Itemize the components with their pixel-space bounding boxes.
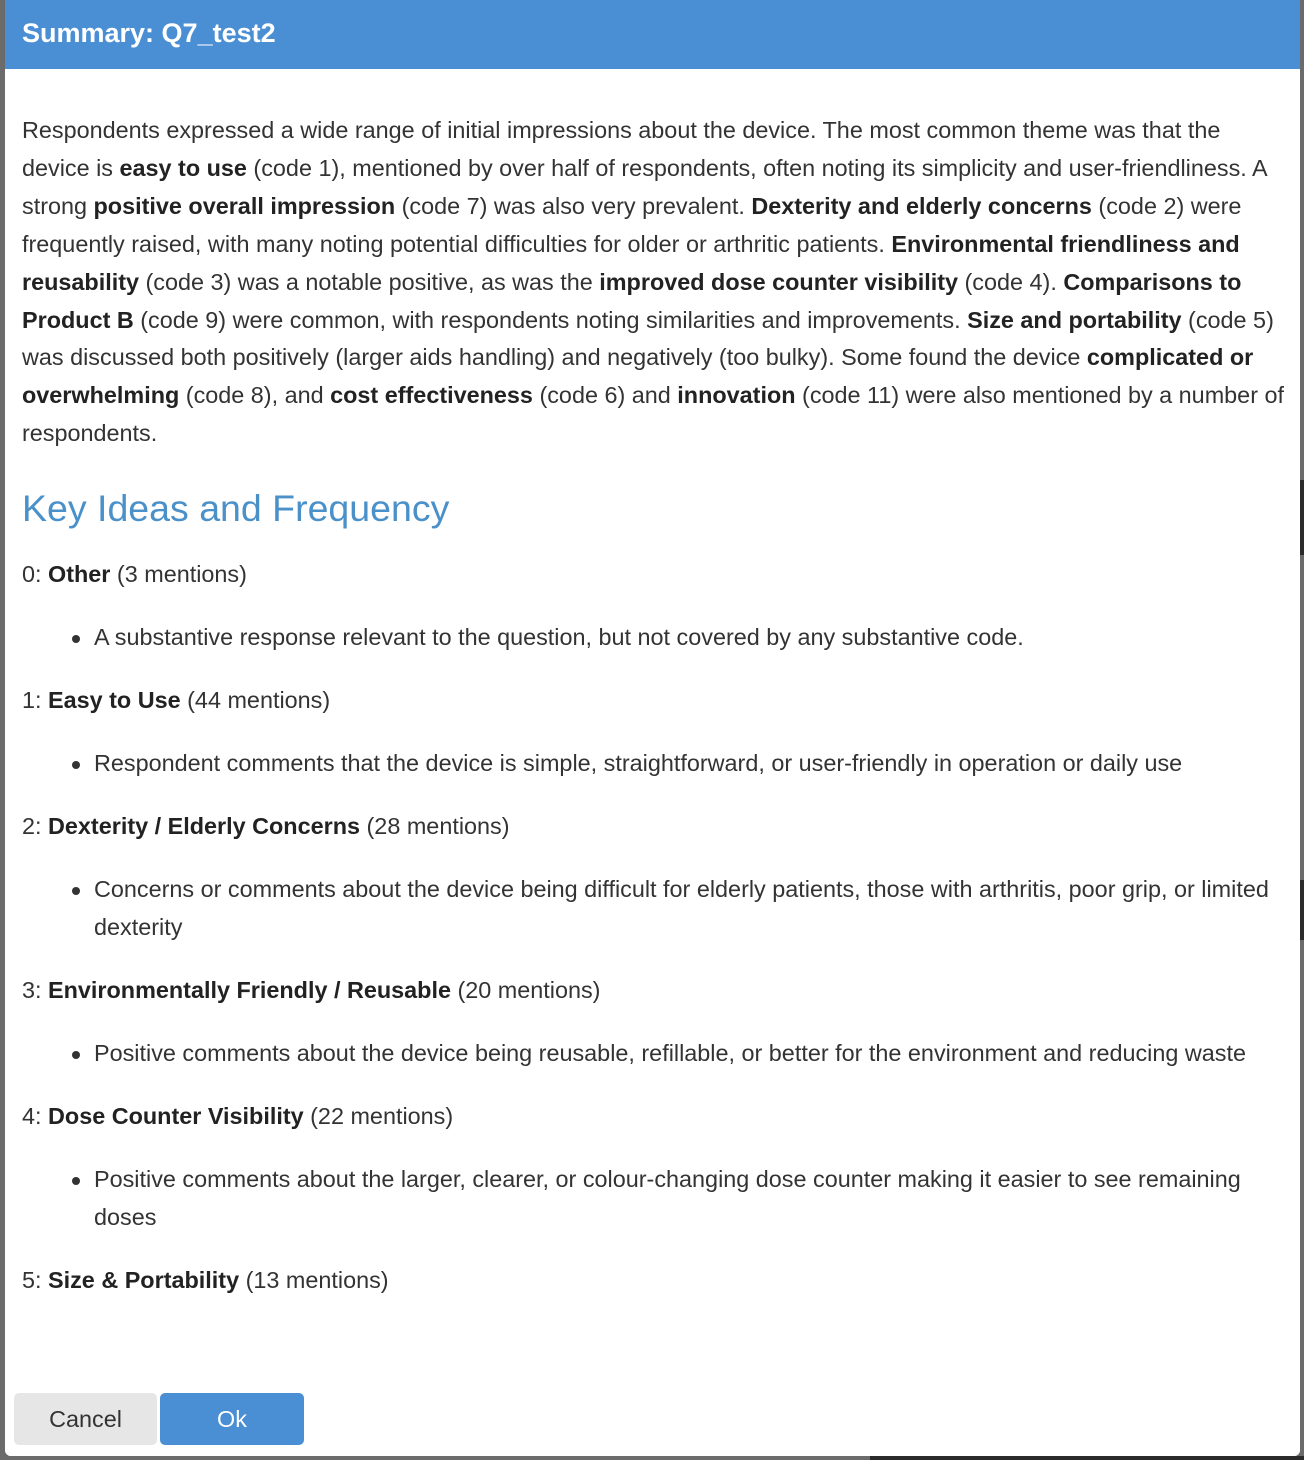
ok-button[interactable]: Ok — [160, 1393, 304, 1445]
code-list — [22, 556, 1284, 1299]
code-item — [22, 556, 1284, 657]
code-name: Size & Portability — [48, 1266, 240, 1293]
code-name: Easy to Use — [48, 687, 181, 714]
code-number: 3: — [22, 976, 42, 1003]
summary-dialog — [5, 0, 1300, 1456]
summary-text: (code 3) was a notable positive, as was the — [139, 268, 600, 295]
cancel-button[interactable]: Cancel — [14, 1393, 157, 1445]
dialog-content[interactable] — [22, 69, 1284, 1371]
summary-text: (code 8), and — [179, 382, 331, 409]
dialog-titlebar — [5, 0, 1300, 69]
summary-text: (code 6) and — [532, 382, 678, 409]
code-number: 0: — [22, 561, 42, 588]
summary-emphasis: cost effectiveness — [330, 382, 533, 409]
code-name: Dose Counter Visibility — [48, 1102, 304, 1129]
summary-paragraph — [22, 112, 1284, 453]
summary-emphasis: innovation — [677, 382, 796, 409]
summary-emphasis: Dexterity and elderly concerns — [751, 192, 1092, 219]
summary-emphasis: Environmental friendliness and reusability — [22, 230, 1240, 295]
code-mentions: (20 mentions) — [457, 976, 601, 1003]
key-ideas-heading: Key Ideas and Frequency — [22, 487, 450, 530]
code-description: Positive comments about the larger, clearer, or colour-changing dose counter making it easier to see remaining doses — [22, 1161, 1284, 1237]
code-item — [22, 682, 1284, 783]
code-title — [22, 808, 1284, 846]
code-number: 2: — [22, 812, 42, 839]
code-description: A substantive response relevant to the question, but not covered by any substantive code. — [22, 619, 1284, 657]
summary-text: (code 1), mentioned by over half of respondents, often noting its simplicity and user-friendliness. A strong — [22, 154, 1267, 219]
code-name: Dexterity / Elderly Concerns — [48, 812, 361, 839]
summary-text: (code 5) was discussed both positively (larger aids handling) and negatively (too bulky). Some found the device — [22, 306, 1274, 371]
summary-text: (code 4). — [958, 268, 1064, 295]
dialog-footer — [5, 1371, 1300, 1456]
summary-text: Respondents expressed a wide range of initial impressions about the device. The most common theme was that the device is — [22, 117, 1221, 181]
summary-text: (code 7) was also very prevalent. — [395, 192, 752, 219]
code-title — [22, 1098, 1284, 1136]
summary-emphasis: complicated or overwhelming — [22, 344, 1254, 409]
code-item — [22, 972, 1284, 1073]
summary-emphasis: easy to use — [119, 154, 247, 181]
code-number: 4: — [22, 1102, 42, 1129]
code-item — [22, 1098, 1284, 1237]
summary-emphasis: Size and portability — [967, 306, 1182, 333]
summary-text: (code 2) were frequently raised, with many noting potential difficulties for older or arthritic patients. — [22, 192, 1242, 257]
code-item — [22, 808, 1284, 947]
code-mentions: (3 mentions) — [116, 561, 247, 588]
background-window-edge — [870, 1456, 1304, 1460]
code-title — [22, 1262, 1284, 1300]
summary-emphasis: improved dose counter visibility — [599, 268, 959, 295]
summary-text: (code 11) were also mentioned by a number of respondents. — [22, 382, 1284, 447]
code-name: Other — [48, 561, 111, 588]
code-mentions: (22 mentions) — [310, 1102, 454, 1129]
code-name: Environmentally Friendly / Reusable — [48, 976, 451, 1003]
code-mentions: (44 mentions) — [187, 687, 331, 714]
code-number: 5: — [22, 1266, 42, 1293]
code-mentions: (28 mentions) — [366, 812, 510, 839]
code-title — [22, 972, 1284, 1010]
summary-emphasis: Comparisons to Product B — [22, 268, 1242, 333]
code-title — [22, 556, 1284, 594]
code-description: Respondent comments that the device is simple, straightforward, or user-friendly in operation or daily use — [22, 745, 1284, 783]
code-item — [22, 1262, 1284, 1300]
code-description: Positive comments about the device being reusable, refillable, or better for the environment and reducing waste — [22, 1035, 1284, 1073]
code-description: Concerns or comments about the device being difficult for elderly patients, those with arthritis, poor grip, or limited dexterity — [22, 871, 1284, 947]
code-mentions: (13 mentions) — [245, 1266, 389, 1293]
dialog-title: Summary: Q7_test2 — [22, 18, 276, 48]
summary-emphasis: positive overall impression — [93, 192, 396, 219]
summary-text: (code 9) were common, with respondents noting similarities and improvements. — [133, 306, 968, 333]
code-number: 1: — [22, 687, 42, 714]
code-title — [22, 682, 1284, 720]
